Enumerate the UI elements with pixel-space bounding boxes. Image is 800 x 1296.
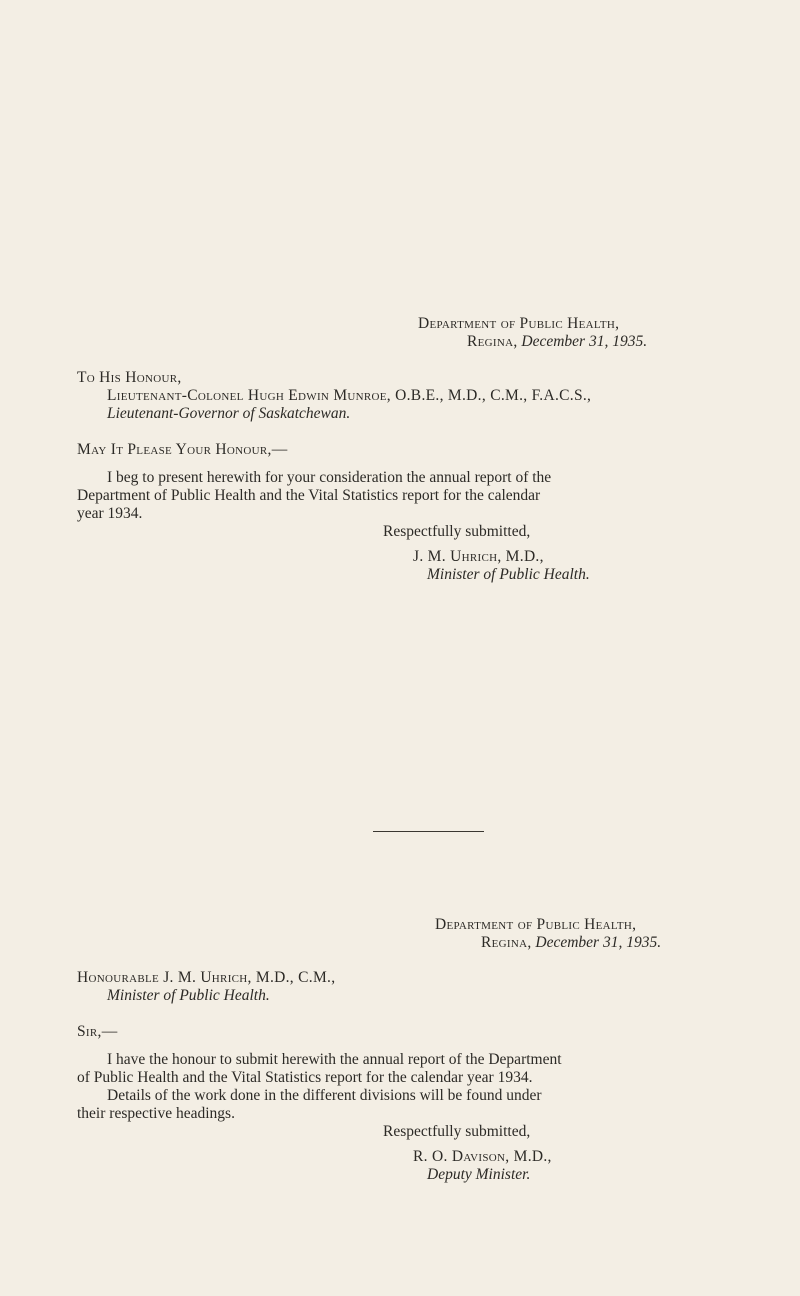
letter1-addressee: Lieutenant-Colonel Hugh Edwin Munroe, O.B.E., M.D., C.M., F.A.C.S., bbox=[107, 387, 592, 404]
letter1-signer-title: Minister of Public Health. bbox=[427, 566, 590, 583]
letter2-salutation: Sir,— bbox=[77, 1023, 118, 1040]
letter2-addressee: Honourable J. M. Uhrich, M.D., C.M., bbox=[77, 969, 336, 986]
letter2-signer: R. O. Davison, M.D., bbox=[413, 1148, 552, 1165]
letter1-date: December 31, 1935. bbox=[521, 333, 648, 350]
letter1-body-line1: I beg to present herewith for your consideration the annual report of the bbox=[107, 469, 552, 486]
letter2-date: December 31, 1935. bbox=[535, 934, 662, 951]
letter2-department-line: Department of Public Health, bbox=[435, 916, 637, 933]
letter2-body-line2: of Public Health and the Vital Statistics report for the calendar year 1934. bbox=[77, 1069, 533, 1086]
letter1-place-date bbox=[467, 333, 647, 351]
letter1-salutation: May It Please Your Honour,— bbox=[77, 441, 288, 458]
letter2-body-line4: their respective headings. bbox=[77, 1105, 235, 1122]
letter1-department-line: Department of Public Health, bbox=[418, 315, 620, 332]
letter2-body-line3: Details of the work done in the different divisions will be found under bbox=[107, 1087, 542, 1104]
letter1-closing: Respectfully submitted, bbox=[383, 523, 531, 540]
letter2-place-date bbox=[481, 934, 661, 952]
letter1-body-line3: year 1934. bbox=[77, 505, 143, 522]
letter2-signer-title: Deputy Minister. bbox=[427, 1166, 531, 1183]
letter1-to-line: To His Honour, bbox=[77, 369, 182, 386]
section-divider bbox=[373, 831, 484, 832]
letter2-body-line1: I have the honour to submit herewith the annual report of the Department bbox=[107, 1051, 562, 1068]
letter2-closing: Respectfully submitted, bbox=[383, 1123, 531, 1140]
letter2-addressee-title: Minister of Public Health. bbox=[107, 987, 270, 1004]
letter1-body-line2: Department of Public Health and the Vital Statistics report for the calendar bbox=[77, 487, 541, 504]
letter1-place: Regina, bbox=[467, 333, 518, 350]
letter2-place: Regina, bbox=[481, 934, 532, 951]
letter1-signer: J. M. Uhrich, M.D., bbox=[413, 548, 544, 565]
letter1-addressee-title: Lieutenant-Governor of Saskatchewan. bbox=[107, 405, 351, 422]
